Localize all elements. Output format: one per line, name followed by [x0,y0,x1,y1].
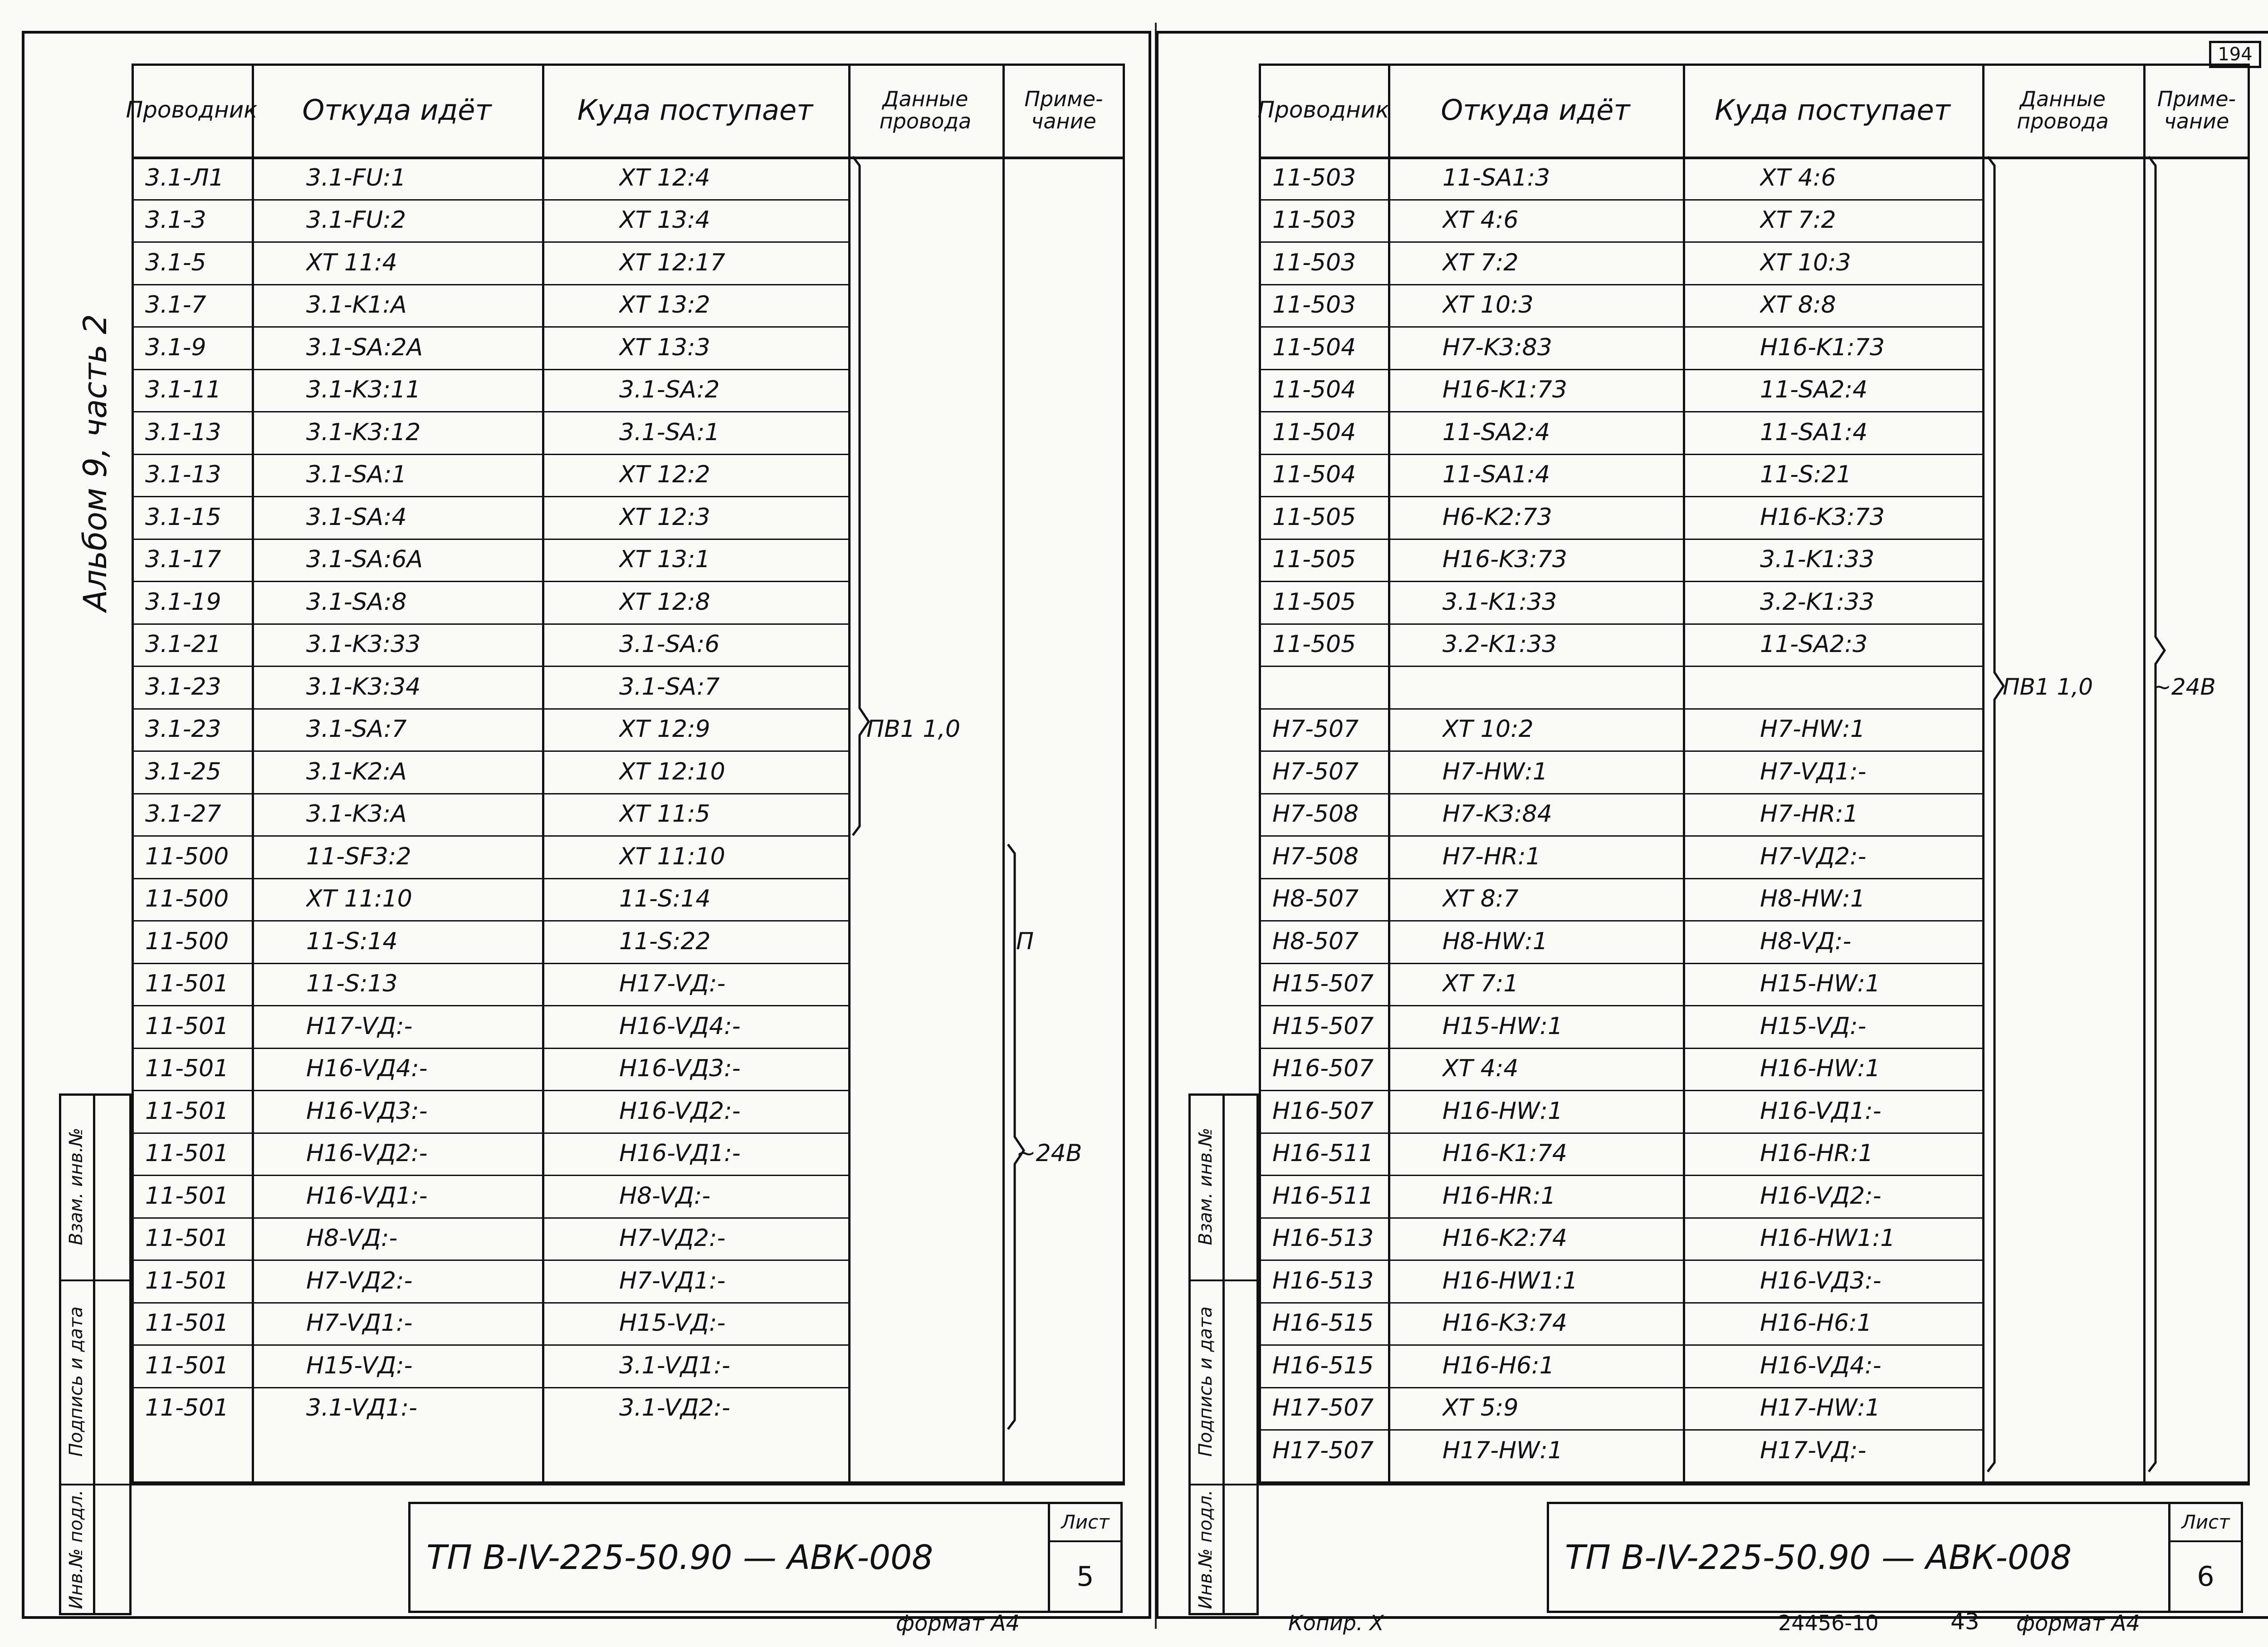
from-cell: 3.1-K1:33 [1442,588,1557,616]
conductor-cell: 11-501 [145,970,229,998]
to-cell: H17-VД:- [619,970,726,998]
from-cell: H16-K3:73 [1442,546,1567,574]
to-cell: XT 11:10 [619,843,725,870]
conductor-cell: 11-504 [1272,418,1356,446]
to-cell: XT 12:3 [619,503,710,531]
to-cell: H16-H6:1 [1760,1309,1872,1337]
from-cell: H15-HW:1 [1442,1012,1563,1040]
from-cell: 11-SA1:3 [1442,164,1550,191]
conductor-cell: 11-501 [145,1140,229,1167]
to-cell: H7-HR:1 [1760,800,1858,828]
from-cell: H17-HW:1 [1442,1436,1563,1464]
to-cell: H16-VД3:- [1760,1267,1882,1294]
from-cell: 3.1-SA:8 [306,588,407,616]
to-cell: XT 13:1 [619,546,710,574]
to-cell: XT 12:9 [619,716,710,743]
conductor-cell: 3.1-9 [145,333,206,361]
right_sheet-header-to: Куда поступает [1715,93,1950,127]
conductor-cell: 3.1-3 [145,206,206,234]
from-cell: H16-VД3:- [306,1097,428,1125]
conductor-cell: 11-505 [1272,631,1356,658]
left_sheet-header-from: Откуда идёт [302,93,492,127]
conductor-cell: H16-507 [1272,1055,1374,1083]
right_sheet-header-note: Приме- чание [2157,87,2236,133]
conductor-cell: 11-501 [145,1309,229,1337]
from-cell: 11-S:14 [306,927,398,955]
conductor-cell: 11-505 [1272,546,1356,574]
from-cell: H7-K3:83 [1442,333,1552,361]
conductor-cell: 3.1-Л1 [145,164,224,191]
to-cell: XT 4:6 [1760,164,1836,191]
to-cell: 11-S:21 [1760,461,1852,489]
from-cell: H17-VД:- [306,1012,413,1040]
right-note-brace [2149,157,2165,1472]
to-cell: H7-VД2:- [1760,843,1867,870]
from-cell: H16-K1:74 [1442,1140,1567,1167]
right_sheet-doc-code: ТП В-IV-225-50.90 — АВК-008 [1565,1538,2072,1577]
conductor-cell: 3.1-25 [145,758,221,785]
to-cell: XT 11:5 [619,800,710,828]
conductor-cell: 3.1-13 [145,461,221,489]
from-cell: H16-K3:74 [1442,1309,1567,1337]
to-cell: 3.1-SA:1 [619,418,720,446]
from-cell: XT 5:9 [1442,1394,1519,1422]
conductor-cell: H16-507 [1272,1097,1374,1125]
left_sheet-doc-code: ТП В-IV-225-50.90 — АВК-008 [426,1538,934,1577]
conductor-cell: 11-501 [145,1055,229,1083]
from-cell: H16-HW:1 [1442,1097,1563,1125]
to-cell: H16-K1:73 [1760,333,1885,361]
to-cell: XT 12:17 [619,249,725,276]
right_sheet-format: формат А4 [2016,1611,2141,1636]
from-cell: H15-VД:- [306,1352,413,1379]
to-cell: H8-VД:- [1760,927,1852,955]
right_sheet-header-from: Откуда идёт [1441,93,1630,127]
from-cell: XT 10:3 [1442,291,1534,319]
to-cell: H7-VД1:- [1760,758,1867,785]
to-cell: XT 8:8 [1760,291,1836,319]
conductor-cell: 11-501 [145,1352,229,1379]
to-cell: H7-VД1:- [619,1267,726,1294]
conductor-cell: 11-503 [1272,291,1356,319]
conductor-cell: H15-507 [1272,970,1374,998]
conductor-cell: H16-511 [1272,1140,1374,1167]
conductor-cell: 3.1-21 [145,631,221,658]
left_sheet-stamp-sign-date: Подпись и дата [65,1306,87,1457]
archive-number: 24456-10 [1778,1611,1879,1635]
right_sheet-header-conductor: Проводник [1257,97,1389,123]
to-cell: XT 13:4 [619,206,710,234]
left_sheet-stamp-inv-orig: Инв.№ подл. [65,1490,87,1609]
conductor-cell: H7-507 [1272,758,1359,785]
to-cell: XT 12:4 [619,164,710,191]
right_sheet-stamp-inv-orig: Инв.№ подл. [1195,1490,1216,1609]
left_sheet-header-note: Приме- чание [1024,87,1103,133]
to-cell: H15-VД:- [619,1309,726,1337]
to-cell: XT 13:3 [619,333,710,361]
to-cell: H16-VД3:- [619,1055,741,1083]
from-cell: 11-S:13 [306,970,398,998]
conductor-cell: H17-507 [1272,1436,1374,1464]
conductor-cell: 3.1-5 [145,249,206,276]
left_sheet-stamp-repl-inv: Взам. инв.№ [65,1127,87,1245]
conductor-cell: 11-504 [1272,376,1356,404]
conductor-cell: 11-504 [1272,333,1356,361]
to-cell: 3.1-VД1:- [619,1352,730,1379]
to-cell: XT 7:2 [1760,206,1836,234]
left_sheet-format: формат А4 [896,1611,1020,1636]
to-cell: 3.1-SA:6 [619,631,720,658]
conductor-cell: 11-505 [1272,503,1356,531]
right_sheet-stamp-repl-inv: Взам. инв.№ [1195,1127,1216,1245]
right-wire-brace [1988,157,2004,1472]
from-cell: XT 11:10 [306,885,412,913]
from-cell: H16-H6:1 [1442,1352,1554,1379]
from-cell: 3.1-K3:34 [306,673,421,701]
left-note-voltage: ~24В [1016,1140,1082,1167]
conductor-cell: 11-501 [145,1182,229,1210]
conductor-cell: 11-501 [145,1012,229,1040]
to-cell: H16-VД1:- [619,1140,741,1167]
right_sheet-stamp-sign-date: Подпись и дата [1195,1306,1216,1457]
from-cell: 3.1-K3:33 [306,631,421,658]
conductor-cell: H7-508 [1272,843,1359,870]
right-wire-data-label: ПВ1 1,0 [2003,673,2093,700]
to-cell: H15-VД:- [1760,1012,1867,1040]
right_sheet-header-wire-data: Данные провода [2017,87,2109,133]
from-cell: XT 4:6 [1442,206,1519,234]
conductor-cell: 11-501 [145,1097,229,1125]
to-cell: H17-VД:- [1760,1436,1867,1464]
from-cell: 3.1-FU:2 [306,206,406,234]
conductor-cell: 3.1-19 [145,588,221,616]
to-cell: H7-VД2:- [619,1225,726,1252]
to-cell: H7-HW:1 [1760,716,1866,743]
conductor-cell: 11-501 [145,1394,229,1422]
conductor-cell: 3.1-15 [145,503,221,531]
from-cell: 3.1-K3:A [306,800,407,828]
conductor-cell: H16-513 [1272,1267,1374,1294]
from-cell: H7-HR:1 [1442,843,1541,870]
from-cell: XT 4:4 [1442,1055,1519,1083]
to-cell: 3.1-VД2:- [619,1394,730,1422]
conductor-cell: 3.1-23 [145,716,221,743]
conductor-cell: 11-503 [1272,164,1356,191]
conductor-cell: H7-508 [1272,800,1359,828]
conductor-cell: H17-507 [1272,1394,1374,1422]
from-cell: H8-VД:- [306,1225,398,1252]
from-cell: 3.1-SA:6A [306,546,423,574]
from-cell: H16-VД4:- [306,1055,428,1083]
from-cell: XT 7:2 [1442,249,1519,276]
from-cell: H16-K2:74 [1442,1225,1567,1252]
from-cell: 11-SA1:4 [1442,461,1550,489]
conductor-cell: 11-504 [1272,461,1356,489]
from-cell: H16-VД2:- [306,1140,428,1167]
to-cell: H16-HW1:1 [1760,1225,1896,1252]
conductor-cell: 3.1-7 [145,291,206,319]
from-cell: H7-HW:1 [1442,758,1548,785]
conductor-cell: H8-507 [1272,885,1359,913]
to-cell: XT 12:2 [619,461,710,489]
from-cell: 3.1-SA:4 [306,503,407,531]
from-cell: 11-SA2:4 [1442,418,1550,446]
conductor-cell: 11-503 [1272,206,1356,234]
from-cell: 3.2-K1:33 [1442,631,1557,658]
left_sheet-sheet-label: Лист [1061,1510,1110,1533]
to-cell: 3.1-K1:33 [1760,546,1875,574]
from-cell: XT 7:1 [1442,970,1519,998]
from-cell: H8-HW:1 [1442,927,1548,955]
left_sheet-header-conductor: Проводник [126,97,258,123]
conductor-cell: H7-507 [1272,716,1359,743]
to-cell: H8-VД:- [619,1182,711,1210]
conductor-cell: 3.1-13 [145,418,221,446]
conductor-cell: 11-500 [145,843,229,870]
to-cell: 11-S:22 [619,927,711,955]
conductor-cell: H16-515 [1272,1309,1374,1337]
to-cell: 11-SA2:3 [1760,631,1868,658]
from-cell: XT 10:2 [1442,716,1534,743]
from-cell: 3.1-SA:7 [306,716,407,743]
to-cell: H16-VД2:- [619,1097,741,1125]
conductor-cell: 3.1-11 [145,376,221,404]
conductor-cell: 3.1-23 [145,673,221,701]
from-cell: H16-VД1:- [306,1182,428,1210]
conductor-cell: 11-505 [1272,588,1356,616]
from-cell: H7-VД1:- [306,1309,413,1337]
from-cell: XT 11:4 [306,249,397,276]
to-cell: H16-K3:73 [1760,503,1885,531]
right-note-voltage: ~24В [2152,673,2216,700]
from-cell: H16-K1:73 [1442,376,1567,404]
conductor-cell: H15-507 [1272,1012,1374,1040]
left-wire-data-label: ПВ1 1,0 [866,716,961,743]
from-cell: 3.1-SA:2A [306,333,423,361]
from-cell: 3.1-K3:12 [306,418,421,446]
from-cell: 3.1-VД1:- [306,1394,417,1422]
from-cell: 3.1-K3:11 [306,376,421,404]
from-cell: 3.1-FU:1 [306,164,406,191]
copy-label: Копир. Х [1288,1611,1384,1635]
to-cell: H17-HW:1 [1760,1394,1881,1422]
archive-page: 43 [1950,1608,1980,1635]
from-cell: 3.1-SA:1 [306,461,407,489]
right_sheet-sheet-number: 6 [2197,1560,2214,1593]
from-cell: 11-SF3:2 [306,843,411,870]
to-cell: 11-SA1:4 [1760,418,1868,446]
to-cell: XT 12:8 [619,588,710,616]
to-cell: XT 13:2 [619,291,710,319]
to-cell: H16-VД1:- [1760,1097,1882,1125]
to-cell: XT 10:3 [1760,249,1851,276]
conductor-cell: 11-501 [145,1267,229,1294]
from-cell: H7-K3:84 [1442,800,1552,828]
from-cell: XT 8:7 [1442,885,1519,913]
left_sheet-header-to: Куда поступает [577,93,813,127]
left_sheet-header-wire-data: Данные провода [879,87,972,133]
right_sheet-sheet-label: Лист [2181,1510,2230,1533]
from-cell: H16-HW1:1 [1442,1267,1578,1294]
conductor-cell: H16-515 [1272,1352,1374,1379]
to-cell: 3.1-SA:7 [619,673,720,701]
conductor-cell: 11-500 [145,885,229,913]
to-cell: H16-HR:1 [1760,1140,1873,1167]
to-cell: H8-HW:1 [1760,885,1866,913]
album-label: Альбом 9, часть 2 [77,314,114,612]
to-cell: XT 12:10 [619,758,725,785]
conductor-cell: 11-500 [145,927,229,955]
conductor-cell: H16-511 [1272,1182,1374,1210]
to-cell: H16-VД4:- [619,1012,741,1040]
conductor-cell: 3.1-17 [145,546,221,574]
from-cell: 3.1-K1:A [306,291,407,319]
to-cell: 11-S:14 [619,885,711,913]
to-cell: 11-SA2:4 [1760,376,1868,404]
conductor-cell: H16-513 [1272,1225,1374,1252]
to-cell: H15-HW:1 [1760,970,1881,998]
conductor-cell: 11-503 [1272,249,1356,276]
left-wire-brace [853,157,869,835]
page-number: 194 [2218,44,2253,65]
left-note-p: П [1016,927,1034,955]
to-cell: H16-VД4:- [1760,1352,1882,1379]
conductor-cell: 3.1-27 [145,800,221,828]
from-cell: H6-K2:73 [1442,503,1552,531]
conductor-cell: 11-501 [145,1225,229,1252]
to-cell: H16-VД2:- [1760,1182,1882,1210]
to-cell: 3.2-K1:33 [1760,588,1875,616]
from-cell: H16-HR:1 [1442,1182,1556,1210]
to-cell: H16-HW:1 [1760,1055,1881,1083]
to-cell: 3.1-SA:2 [619,376,720,404]
from-cell: 3.1-K2:A [306,758,407,785]
from-cell: H7-VД2:- [306,1267,413,1294]
conductor-cell: H8-507 [1272,927,1359,955]
left_sheet-sheet-number: 5 [1076,1560,1094,1593]
left-note-brace [1008,844,1024,1429]
